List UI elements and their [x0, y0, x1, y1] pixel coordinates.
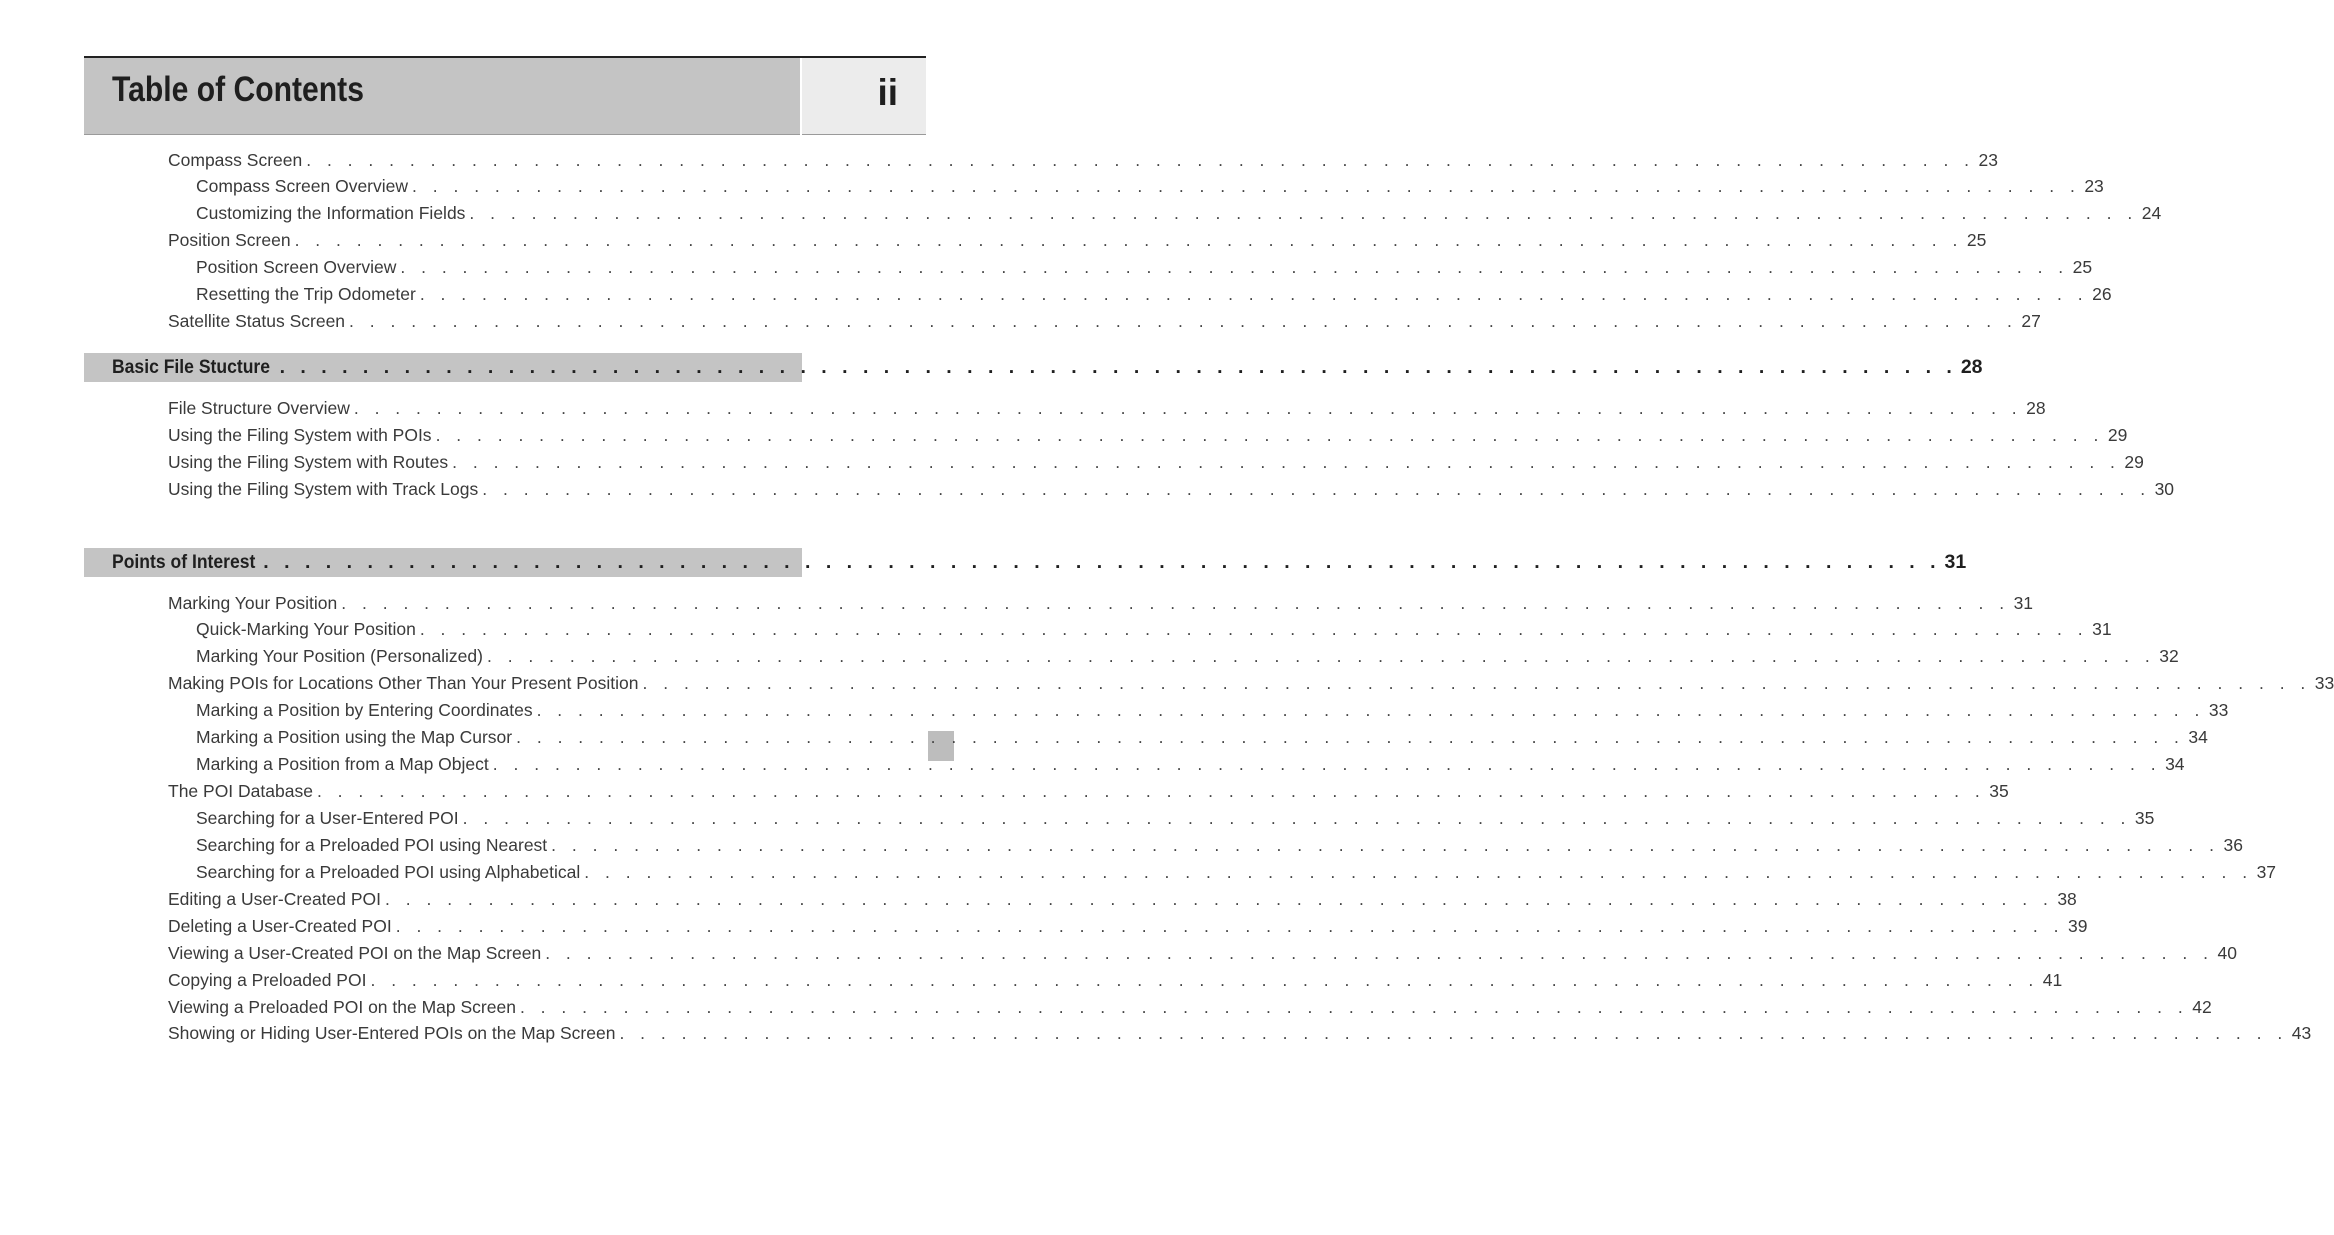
toc-entry-label: Deleting a User-Created POI	[168, 916, 392, 936]
toc-leader-dots: . . . . . . . . . . . . . . . . . . . . . . . . . . . . . . . . . . . . . . . . . . . . . . . . . . . . . . . . . . . . . . . . . . . . . . . . . . . . . . . . .	[370, 970, 2039, 990]
toc-entry-page: 41	[2042, 970, 2063, 990]
toc-entry-label: Position Screen	[168, 230, 291, 250]
toc-entry[interactable]	[168, 778, 2009, 805]
toc-entry[interactable]	[168, 967, 2063, 994]
toc-entry-page: 38	[2057, 889, 2077, 909]
toc-subentry[interactable]	[196, 643, 2179, 670]
toc-leader-dots: . . . . . . . . . . . . . . . . . . . . . . . . . . . . . . . . . . . . . . . . . . . . . . . . . . . . . . . . . . . . . . . . . . . . . . . . . . . . . . . . .	[349, 311, 2018, 331]
toc-leader-dots: . . . . . . . . . . . . . . . . . . . . . . . . . . . . . . . . . . . . . . . . . . . . . . . . . . . . . . . . . . . . . . . . . . . . . . . . . . . . . . . . .	[316, 781, 1986, 801]
toc-entry-label: Searching for a User-Entered POI	[196, 808, 459, 828]
section-leader-dots: . . . . . . . . . . . . . . . . . . . . . . . . . . . . . . . . . . . . . . . . . . . . . . . . . . . . . . . . . . . . . . . . . . . . . . . . . . . . . . . . .	[263, 551, 1941, 573]
toc-leader-dots: . . . . . . . . . . . . . . . . . . . . . . . . . . . . . . . . . . . . . . . . . . . . . . . . . . . . . . . . . . . . . . . . . . . . . . . . . . . . . . . . .	[516, 727, 2185, 747]
toc-entry-label: Quick-Marking Your Position	[196, 619, 416, 639]
toc-entry-page: 31	[2092, 619, 2112, 639]
toc-subentry[interactable]	[196, 254, 2093, 281]
toc-entry[interactable]	[168, 147, 1998, 174]
toc-entry-label: Satellite Status Screen	[168, 311, 346, 331]
page-number-box	[802, 58, 926, 135]
toc-entry-label: Using the Filing System with Track Logs	[168, 479, 479, 499]
section-label: Basic File Stucture	[112, 356, 271, 378]
toc-entry[interactable]	[168, 308, 2041, 335]
toc-subentry[interactable]	[196, 805, 2155, 832]
toc-entry-page: 39	[2068, 916, 2088, 936]
toc-entry-page: 43	[2291, 1023, 2312, 1043]
toc-entry[interactable]	[168, 476, 2175, 503]
toc-leader-dots: . . . . . . . . . . . . . . . . . . . . . . . . . . . . . . . . . . . . . . . . . . . . . . . . . . . . . . . . . . . . . . . . . . . . . . . . . . . . . . . . .	[306, 150, 1975, 170]
toc-leader-dots: . . . . . . . . . . . . . . . . . . . . . . . . . . . . . . . . . . . . . . . . . . . . . . . . . . . . . . . . . . . . . . . . . . . . . . . . . . . . . . . . .	[385, 889, 2054, 909]
toc-entry-page: 23	[1978, 150, 1998, 170]
toc-entry-page: 28	[2026, 398, 2046, 418]
toc-entry-label: Marking a Position by Entering Coordinates	[196, 700, 533, 720]
toc-entry[interactable]	[168, 913, 2088, 940]
toc-entry-page: 34	[2165, 754, 2185, 774]
toc-entry-label: File Structure Overview	[168, 398, 350, 418]
toc-entry-page: 29	[2107, 425, 2128, 445]
toc-entry-page: 40	[2217, 943, 2237, 963]
toc-entry-label: Using the Filing System with Routes	[168, 452, 449, 472]
toc-leader-dots: . . . . . . . . . . . . . . . . . . . . . . . . . . . . . . . . . . . . . . . . . . . . . . . . . . . . . . . . . . . . . . . . . . . . . . . . . . . . . . . . .	[341, 593, 2010, 613]
toc-leader-dots: . . . . . . . . . . . . . . . . . . . . . . . . . . . . . . . . . . . . . . . . . . . . . . . . . . . . . . . . . . . . . . . . . . . . . . . . . . . . . . . . .	[619, 1023, 2288, 1043]
toc-entry[interactable]	[168, 422, 2128, 449]
toc-entry-page: 27	[2021, 311, 2041, 331]
toc-leader-dots: . . . . . . . . . . . . . . . . . . . . . . . . . . . . . . . . . . . . . . . . . . . . . . . . . . . . . . . . . . . . . . . . . . . . . . . . . . . . . . . . .	[469, 203, 2138, 223]
header-bar	[84, 58, 800, 135]
section-label: Points of Interest	[112, 551, 256, 573]
section-leader-dots: . . . . . . . . . . . . . . . . . . . . . . . . . . . . . . . . . . . . . . . . . . . . . . . . . . . . . . . . . . . . . . . . . . . . . . . . . . . . . . . . .	[279, 356, 1957, 378]
toc-entry-label: Making POIs for Locations Other Than Your Present Position	[168, 673, 639, 693]
page-number: ii	[877, 72, 898, 113]
toc-entry-page: 30	[2154, 479, 2175, 499]
toc-entry-label: Viewing a User-Created POI on the Map Screen	[168, 943, 542, 963]
toc-entry-label: Editing a User-Created POI	[168, 889, 382, 909]
toc-entry[interactable]	[168, 940, 2237, 967]
toc-leader-dots: . . . . . . . . . . . . . . . . . . . . . . . . . . . . . . . . . . . . . . . . . . . . . . . . . . . . . . . . . . . . . . . . . . . . . . . . . . . . . . . . .	[353, 398, 2023, 418]
toc-entry-label: Marking a Position using the Map Cursor	[196, 727, 513, 747]
toc-entry-label: Marking a Position from a Map Object	[196, 754, 489, 774]
toc-entry-page: 37	[2256, 862, 2277, 882]
toc-entry[interactable]	[168, 994, 2212, 1021]
toc-entry-label: Showing or Hiding User-Entered POIs on the Map Screen	[168, 1023, 616, 1043]
toc-entry-page: 23	[2084, 176, 2104, 196]
toc-entry-label: Resetting the Trip Odometer	[196, 284, 416, 304]
toc-subentry[interactable]	[196, 751, 2185, 778]
toc-entry[interactable]	[168, 886, 2077, 913]
toc-entry[interactable]	[168, 395, 2046, 422]
toc-entry-label: Using the Filing System with POIs	[168, 425, 432, 445]
toc-entry[interactable]	[168, 590, 2034, 617]
toc-subentry[interactable]	[196, 832, 2243, 859]
toc-subentry[interactable]	[196, 859, 2277, 886]
toc-leader-dots: . . . . . . . . . . . . . . . . . . . . . . . . . . . . . . . . . . . . . . . . . . . . . . . . . . . . . . . . . . . . . . . . . . . . . . . . . . . . . . . . .	[452, 452, 2121, 472]
toc-entry-page: 25	[1966, 230, 1987, 250]
toc-leader-dots: . . . . . . . . . . . . . . . . . . . . . . . . . . . . . . . . . . . . . . . . . . . . . . . . . . . . . . . . . . . . . . . . . . . . . . . . . . . . . . . . .	[492, 754, 2162, 774]
toc-subentry[interactable]	[196, 724, 2208, 751]
toc-entry[interactable]	[168, 227, 1987, 254]
toc-leader-dots: . . . . . . . . . . . . . . . . . . . . . . . . . . . . . . . . . . . . . . . . . . . . . . . . . . . . . . . . . . . . . . . . . . . . . . . . . . . . . . . . .	[519, 997, 2189, 1017]
toc-entry-label: Position Screen Overview	[196, 257, 397, 277]
toc-subentry[interactable]	[196, 281, 2112, 308]
section-header-basic-file-structure[interactable]	[84, 353, 1983, 382]
toc-entry-page: 34	[2188, 727, 2208, 747]
section-page: 31	[1944, 551, 1967, 573]
section-page: 28	[1960, 356, 1983, 378]
toc-subentry[interactable]	[196, 200, 2162, 227]
toc-entry[interactable]	[168, 449, 2144, 476]
toc-entry-page: 33	[2208, 700, 2229, 720]
toc-entry-label: Customizing the Information Fields	[196, 203, 466, 223]
toc-leader-dots: . . . . . . . . . . . . . . . . . . . . . . . . . . . . . . . . . . . . . . . . . . . . . . . . . . . . . . . . . . . . . . . . . . . . . . . . . . . . . . . . .	[642, 673, 2311, 693]
toc-leader-dots: . . . . . . . . . . . . . . . . . . . . . . . . . . . . . . . . . . . . . . . . . . . . . . . . . . . . . . . . . . . . . . . . . . . . . . . . . . . . . . . . .	[486, 646, 2156, 666]
toc-entry-page: 35	[1989, 781, 2009, 801]
toc-leader-dots: . . . . . . . . . . . . . . . . . . . . . . . . . . . . . . . . . . . . . . . . . . . . . . . . . . . . . . . . . . . . . . . . . . . . . . . . . . . . . . . . .	[395, 916, 2065, 936]
toc-subentry[interactable]	[196, 697, 2229, 724]
toc-entry-label: Compass Screen Overview	[196, 176, 409, 196]
toc-leader-dots: . . . . . . . . . . . . . . . . . . . . . . . . . . . . . . . . . . . . . . . . . . . . . . . . . . . . . . . . . . . . . . . . . . . . . . . . . . . . . . . . .	[400, 257, 2069, 277]
toc-entry-page: 32	[2159, 646, 2179, 666]
toc-leader-dots: . . . . . . . . . . . . . . . . . . . . . . . . . . . . . . . . . . . . . . . . . . . . . . . . . . . . . . . . . . . . . . . . . . . . . . . . . . . . . . . . .	[435, 425, 2104, 445]
toc-leader-dots: . . . . . . . . . . . . . . . . . . . . . . . . . . . . . . . . . . . . . . . . . . . . . . . . . . . . . . . . . . . . . . . . . . . . . . . . . . . . . . . . .	[294, 230, 1963, 250]
toc-entry-label: Searching for a Preloaded POI using Nearest	[196, 835, 548, 855]
toc-leader-dots: . . . . . . . . . . . . . . . . . . . . . . . . . . . . . . . . . . . . . . . . . . . . . . . . . . . . . . . . . . . . . . . . . . . . . . . . . . . . . . . . .	[412, 176, 2081, 196]
toc-entry-page: 26	[2092, 284, 2112, 304]
toc-entry-page: 42	[2192, 997, 2212, 1017]
toc-entry-page: 31	[2013, 593, 2034, 613]
toc-entry-label: Copying a Preloaded POI	[168, 970, 367, 990]
toc-entry-page: 29	[2124, 452, 2144, 472]
toc-entry[interactable]	[168, 1020, 2312, 1047]
toc-entry-label: Marking Your Position	[168, 593, 338, 613]
toc-entry-page: 35	[2134, 808, 2155, 828]
toc-entry-page: 24	[2141, 203, 2162, 223]
toc-leader-dots: . . . . . . . . . . . . . . . . . . . . . . . . . . . . . . . . . . . . . . . . . . . . . . . . . . . . . . . . . . . . . . . . . . . . . . . . . . . . . . . . .	[482, 479, 2151, 499]
toc-leader-dots: . . . . . . . . . . . . . . . . . . . . . . . . . . . . . . . . . . . . . . . . . . . . . . . . . . . . . . . . . . . . . . . . . . . . . . . . . . . . . . . . .	[462, 808, 2131, 828]
section-header-points-of-interest[interactable]	[84, 548, 1967, 577]
toc-leader-dots: . . . . . . . . . . . . . . . . . . . . . . . . . . . . . . . . . . . . . . . . . . . . . . . . . . . . . . . . . . . . . . . . . . . . . . . . . . . . . . . . .	[584, 862, 2253, 882]
toc-entry-label: The POI Database	[168, 781, 313, 801]
toc-subentry[interactable]	[196, 173, 2104, 200]
toc-leader-dots: . . . . . . . . . . . . . . . . . . . . . . . . . . . . . . . . . . . . . . . . . . . . . . . . . . . . . . . . . . . . . . . . . . . . . . . . . . . . . . . . .	[419, 284, 2089, 304]
toc-entry-page: 25	[2072, 257, 2093, 277]
toc-leader-dots: . . . . . . . . . . . . . . . . . . . . . . . . . . . . . . . . . . . . . . . . . . . . . . . . . . . . . . . . . . . . . . . . . . . . . . . . . . . . . . . . .	[419, 619, 2089, 639]
toc-subentry[interactable]	[196, 616, 2112, 643]
toc-entry-label: Viewing a Preloaded POI on the Map Screen	[168, 997, 516, 1017]
toc-leader-dots: . . . . . . . . . . . . . . . . . . . . . . . . . . . . . . . . . . . . . . . . . . . . . . . . . . . . . . . . . . . . . . . . . . . . . . . . . . . . . . . . .	[545, 943, 2214, 963]
toc-leader-dots: . . . . . . . . . . . . . . . . . . . . . . . . . . . . . . . . . . . . . . . . . . . . . . . . . . . . . . . . . . . . . . . . . . . . . . . . . . . . . . . . .	[536, 700, 2205, 720]
toc-entry-page: 36	[2223, 835, 2243, 855]
toc-entry[interactable]	[168, 670, 2334, 697]
toc-leader-dots: . . . . . . . . . . . . . . . . . . . . . . . . . . . . . . . . . . . . . . . . . . . . . . . . . . . . . . . . . . . . . . . . . . . . . . . . . . . . . . . . .	[551, 835, 2220, 855]
toc-entry-label: Marking Your Position (Personalized)	[196, 646, 483, 666]
page-title: Table of Contents	[112, 70, 364, 109]
toc-entry-label: Compass Screen	[168, 150, 303, 170]
toc-entry-page: 33	[2314, 673, 2334, 693]
toc-entry-label: Searching for a Preloaded POI using Alphabetical	[196, 862, 581, 882]
